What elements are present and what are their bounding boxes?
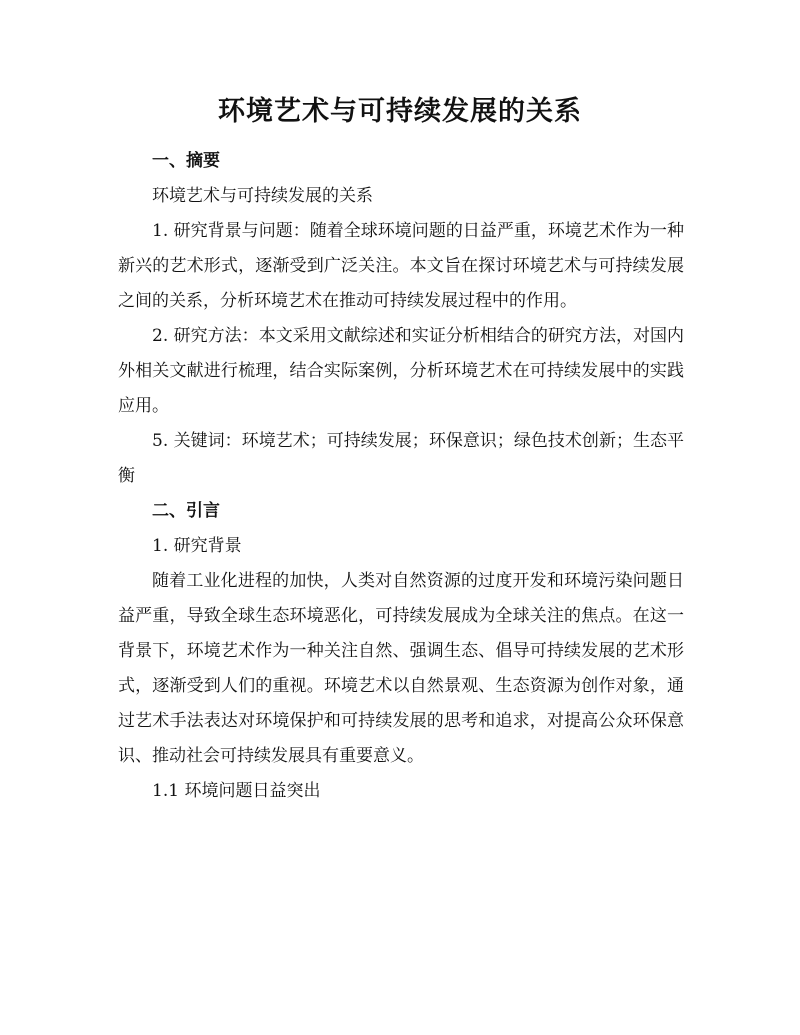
abstract-paragraph-keywords: 5. 关键词：环境艺术；可持续发展；环保意识；绿色技术创新；生态平衡 bbox=[118, 431, 684, 486]
abstract-paragraph-background: 1. 研究背景与问题：随着全球环境问题的日益严重，环境艺术作为一种新兴的艺术形式，逐渐受到广泛关注。本文旨在探讨环境艺术与可持续发展之间的关系，分析环境艺术在推动可持续发展过程中的作用。 bbox=[118, 221, 684, 311]
intro-paragraph-background: 随着工业化进程的加快，人类对自然资源的过度开发和环境污染问题日益严重，导致全球生态环境恶化，可持续发展成为全球关注的焦点。在这一背景下，环境艺术作为一种关注自然、强调生态、倡导可持续发展的艺术形式，逐渐受到人们的重视。环境艺术以自然景观、生态资源为创作对象，通过艺术手法表达对环境保护和可持续发展的思考和追求，对提高公众环保意识、推动社会可持续发展具有重要意义。 bbox=[118, 571, 684, 766]
intro-heading: 二、引言 bbox=[152, 501, 220, 521]
document-title: 环境艺术与可持续发展的关系 bbox=[218, 96, 582, 127]
abstract-heading: 一、摘要 bbox=[152, 151, 220, 171]
intro-subheading-environment: 1.1 环境问题日益突出 bbox=[152, 781, 321, 801]
abstract-subtitle: 环境艺术与可持续发展的关系 bbox=[152, 186, 373, 206]
intro-subheading-background: 1. 研究背景 bbox=[152, 536, 242, 556]
document-body bbox=[118, 144, 684, 809]
abstract-paragraph-method: 2. 研究方法：本文采用文献综述和实证分析相结合的研究方法，对国内外相关文献进行梳理，结合实际案例，分析环境艺术在可持续发展中的实践应用。 bbox=[118, 326, 684, 416]
